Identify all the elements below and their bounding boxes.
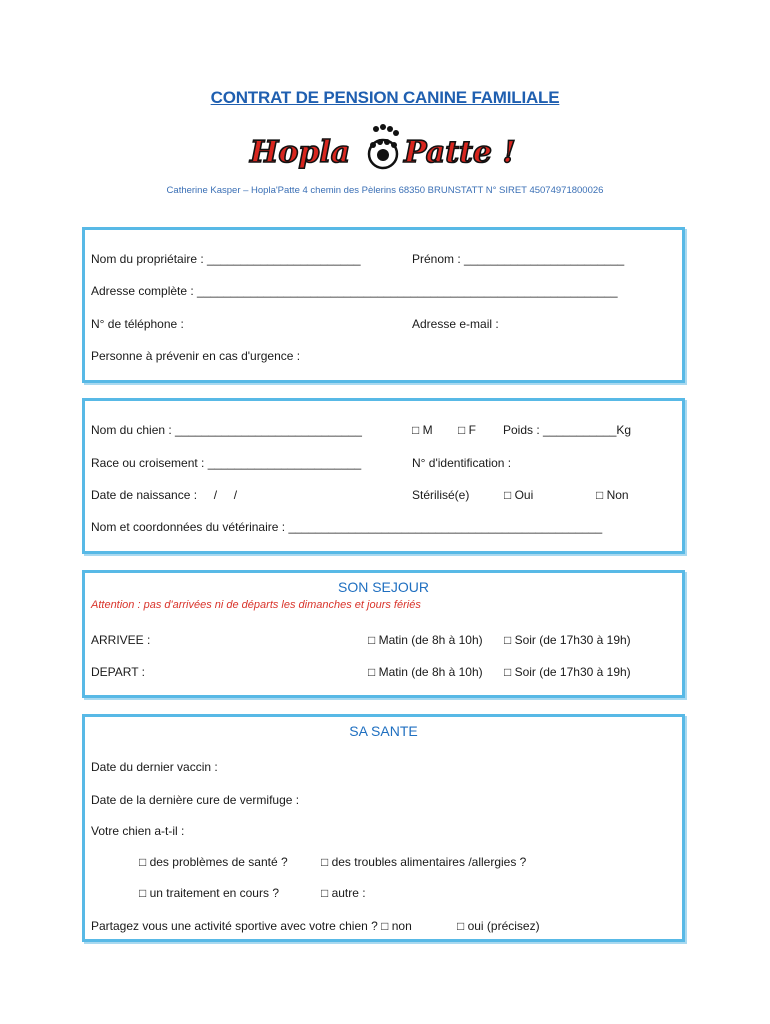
- dog-name-field[interactable]: Nom du chien : ____________________________: [91, 423, 362, 437]
- dog-has-question: Votre chien a-t-il :: [91, 824, 185, 838]
- health-section: [82, 714, 685, 942]
- other-checkbox[interactable]: □ autre :: [321, 886, 366, 900]
- sport-activity-yes-checkbox[interactable]: □ oui (précisez): [457, 919, 540, 933]
- sterilized-no-checkbox[interactable]: □ Non: [596, 488, 629, 502]
- stay-warning: Attention : pas d'arrivées ni de départs les dimanches et jours fériés: [91, 599, 421, 611]
- owner-section: [82, 227, 685, 383]
- sterilized-yes-checkbox[interactable]: □ Oui: [504, 488, 534, 502]
- arrival-morning-checkbox[interactable]: □ Matin (de 8h à 10h): [368, 633, 483, 647]
- female-checkbox[interactable]: □ F: [458, 423, 476, 437]
- treatment-checkbox[interactable]: □ un traitement en cours ?: [139, 886, 279, 900]
- identification-field[interactable]: N° d'identification :: [412, 456, 512, 470]
- svg-text:Hopla: Hopla: [250, 135, 351, 170]
- deworming-field[interactable]: Date de la dernière cure de vermifuge :: [91, 793, 300, 807]
- emergency-contact-field[interactable]: Personne à prévenir en cas d'urgence :: [91, 349, 301, 363]
- arrival-evening-checkbox[interactable]: □ Soir (de 17h30 à 19h): [504, 633, 631, 647]
- male-checkbox[interactable]: □ M: [412, 423, 433, 437]
- departure-morning-checkbox[interactable]: □ Matin (de 8h à 10h): [368, 665, 483, 679]
- last-vaccine-field[interactable]: Date du dernier vaccin :: [91, 760, 218, 774]
- owner-address-field[interactable]: Adresse complète : _______________________________________________________________: [91, 284, 618, 298]
- hopla-patte-logo: [246, 124, 526, 172]
- svg-text:Patte !: Patte !: [404, 135, 516, 170]
- health-problems-checkbox[interactable]: □ des problèmes de santé ?: [139, 855, 288, 869]
- birthdate-field[interactable]: Date de naissance : / /: [91, 488, 238, 502]
- departure-evening-checkbox[interactable]: □ Soir (de 17h30 à 19h): [504, 665, 631, 679]
- breed-field[interactable]: Race ou croisement : _______________________: [91, 456, 362, 470]
- sport-activity-no-checkbox[interactable]: Partagez vous une activité sportive avec votre chien ? □ non: [91, 919, 412, 933]
- departure-label: DEPART :: [91, 665, 146, 679]
- document-title: CONTRAT DE PENSION CANINE FAMILIALE: [210, 88, 560, 107]
- stay-section-title: SON SEJOUR: [337, 579, 429, 595]
- owner-email-field[interactable]: Adresse e-mail :: [412, 317, 499, 331]
- stay-section: [82, 570, 685, 698]
- arrival-label: ARRIVEE :: [91, 633, 151, 647]
- sterilized-label: Stérilisé(e): [412, 488, 470, 502]
- health-section-title: SA SANTE: [349, 723, 418, 739]
- owner-phone-field[interactable]: N° de téléphone :: [91, 317, 184, 331]
- veterinarian-field[interactable]: Nom et coordonnées du vétérinaire : _______________________________________________: [91, 520, 603, 534]
- weight-field[interactable]: Poids : ___________Kg: [503, 423, 632, 437]
- dog-section: [82, 398, 685, 554]
- owner-name-field[interactable]: Nom du propriétaire : _______________________: [91, 252, 361, 266]
- food-allergies-checkbox[interactable]: □ des troubles alimentaires /allergies ?: [321, 855, 527, 869]
- owner-firstname-field[interactable]: Prénom : ________________________: [412, 252, 625, 266]
- contact-line: Catherine Kasper – Hopla'Patte 4 chemin des Pèlerins 68350 BRUNSTATT N° SIRET 45074971800026: [166, 185, 604, 196]
